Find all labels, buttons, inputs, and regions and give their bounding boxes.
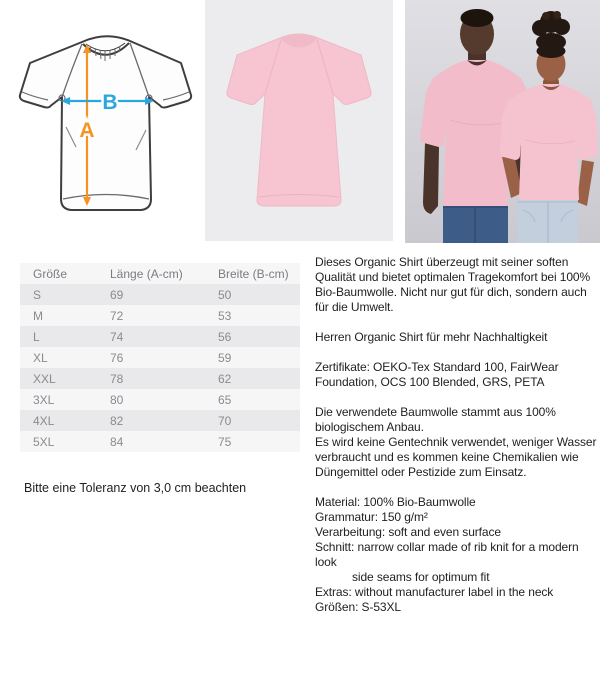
- models-photo: [405, 0, 600, 243]
- table-row: [20, 347, 300, 368]
- spec-line: Größen: S-53XL: [315, 600, 401, 614]
- table-row: [20, 368, 300, 389]
- table-cell-length: 76: [110, 350, 124, 365]
- table-row: [20, 431, 300, 452]
- spec-line: Extras: without manufacturer label in the neck: [315, 585, 554, 599]
- header-length: Länge (A-cm): [110, 263, 218, 284]
- table-cell-size: XL: [33, 350, 48, 365]
- flat-shirt-image: [205, 0, 393, 241]
- table-row: [20, 284, 300, 305]
- tolerance-note: Bitte eine Toleranz von 3,0 cm beachten: [24, 481, 247, 495]
- product-description: [315, 255, 599, 630]
- spec-line: Schnitt: narrow collar made of rib knit for a modern look: [315, 540, 579, 569]
- header-width: Breite (B-cm): [218, 263, 300, 284]
- table-row: [20, 305, 300, 326]
- table-cell-width: 53: [218, 308, 232, 323]
- table-cell-size: L: [33, 329, 40, 344]
- table-cell-width: 50: [218, 287, 232, 302]
- table-cell-size: M: [33, 308, 43, 323]
- size-table-container: [20, 263, 300, 452]
- size-table-header-row: [20, 263, 300, 284]
- table-cell-size: 4XL: [33, 413, 55, 428]
- pink-shirt-shape: [227, 34, 371, 206]
- table-cell-size: 5XL: [33, 434, 55, 449]
- header-size: Größe: [20, 263, 110, 284]
- table-cell-length: 78: [110, 371, 124, 386]
- size-table-body: [20, 284, 300, 452]
- table-cell-length: 80: [110, 392, 124, 407]
- models-photo-image: [405, 0, 600, 243]
- description-intro: Dieses Organic Shirt überzeugt mit seiner soften Qualität und bietet optimalen Tragekomfort bei 100% Bio-Baumwolle. Nicht nur gut für dich, sondern auch für die Umwelt.: [315, 255, 591, 314]
- size-table: [20, 263, 300, 452]
- table-cell-width: 75: [218, 434, 232, 449]
- size-diagram-image: [0, 0, 200, 243]
- flat-shirt-photo: [205, 0, 393, 241]
- table-cell-length: 82: [110, 413, 124, 428]
- table-cell-width: 59: [218, 350, 232, 365]
- description-subtitle: Herren Organic Shirt für mehr Nachhaltigkeit: [315, 330, 548, 344]
- table-cell-size: XXL: [33, 371, 56, 386]
- cotton-info-line: Die verwendete Baumwolle stammt aus 100% biologischem Anbau.: [315, 405, 556, 434]
- cotton-info: [315, 405, 599, 480]
- spec-line: Verarbeitung: soft and even surface: [315, 525, 501, 539]
- description-certificates: Zertifikate: OEKO-Tex Standard 100, FairWear Foundation, OCS 100 Blended, GRS, PETA: [315, 360, 559, 389]
- spec-line: side seams for optimum fit: [352, 570, 490, 584]
- table-cell-length: 74: [110, 329, 124, 344]
- table-cell-length: 84: [110, 434, 124, 449]
- table-cell-length: 69: [110, 287, 124, 302]
- measure-label-a: A: [79, 119, 95, 142]
- table-cell-length: 72: [110, 308, 124, 323]
- table-cell-size: 3XL: [33, 392, 55, 407]
- table-cell-width: 62: [218, 371, 232, 386]
- table-row: [20, 410, 300, 431]
- spec-line: Material: 100% Bio-Baumwolle: [315, 495, 476, 509]
- measurement-diagram: [0, 0, 200, 243]
- table-cell-width: 70: [218, 413, 232, 428]
- table-cell-width: 65: [218, 392, 232, 407]
- tshirt-outline: [20, 36, 191, 210]
- cotton-info-line: Es wird keine Gentechnik verwendet, weniger Wasser verbraucht und es kommen keine Chemikalien wie Düngemittel oder Pestizide zum Einsatz.: [315, 435, 597, 479]
- table-row: [20, 389, 300, 410]
- table-cell-width: 56: [218, 329, 232, 344]
- spec-line: Grammatur: 150 g/m²: [315, 510, 428, 524]
- measure-label-b: B: [102, 91, 118, 114]
- table-cell-size: S: [33, 287, 42, 302]
- table-row: [20, 326, 300, 347]
- spec-block: [315, 495, 599, 615]
